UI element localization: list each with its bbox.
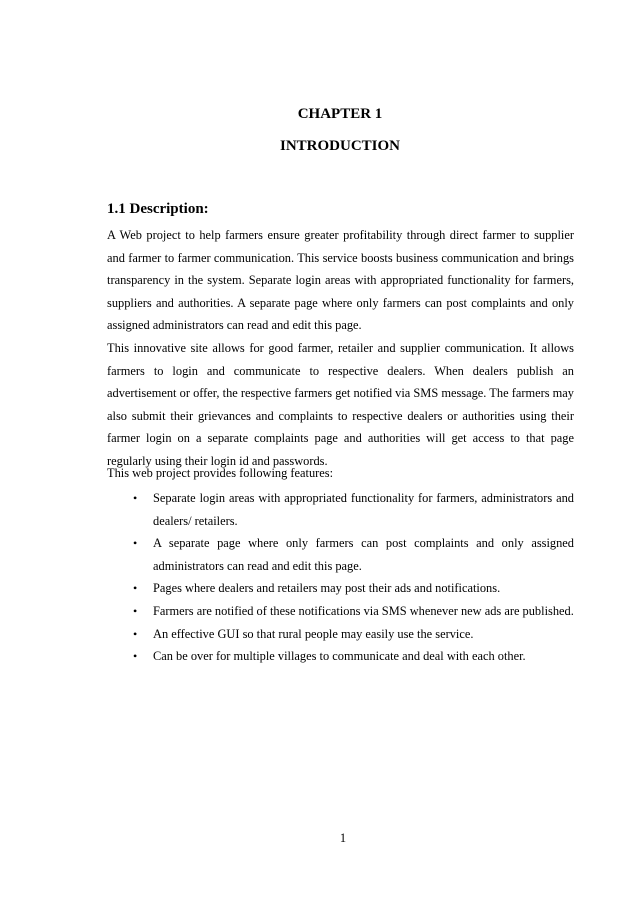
bullet-icon: • xyxy=(133,626,138,641)
feature-item xyxy=(107,577,574,600)
feature-item xyxy=(107,623,574,646)
feature-text: Can be over for multiple villages to communicate and deal with each other. xyxy=(153,649,526,664)
bullet-icon: • xyxy=(133,603,138,618)
feature-text: An effective GUI so that rural people may easily use the service. xyxy=(153,626,474,641)
paragraph-site-overview xyxy=(107,337,574,473)
paragraph-features-intro xyxy=(107,462,574,485)
feature-item xyxy=(107,487,574,532)
feature-text: Pages where dealers and retailers may post their ads and notifications. xyxy=(153,581,501,596)
bullet-icon: • xyxy=(133,491,138,505)
chapter-number: CHAPTER 1 xyxy=(297,106,383,122)
paragraph-description xyxy=(107,224,574,337)
paragraph-text: This web project provides following features: xyxy=(107,466,334,480)
feature-item xyxy=(107,600,574,623)
bullet-icon: • xyxy=(133,649,138,664)
feature-text: Separate login areas with appropriated functionality for farmers, administrators and dealers/ retailers. xyxy=(153,491,574,528)
feature-item xyxy=(107,645,574,668)
bullet-icon: • xyxy=(133,581,138,596)
paragraph-text: A Web project to help farmers ensure greater profitability through direct farmer to supplier and farmer to farmer communication. This service boosts business communication and brings transparency in the system. Separate login areas with appropriated functionality for farmers, suppliers and authorities. A separate page where only farmers can post complaints and only assigned administrators can read and edit this page. xyxy=(107,228,574,333)
section-heading: 1.1 Description: xyxy=(107,201,209,217)
paragraph-text: This innovative site allows for good farmer, retailer and supplier communication. It allows farmers to login and communicate to respective dealers. When dealers publish an advertisement or offer, the respective farmers get notified via SMS message. The farmers may also submit their grievances and complaints to respective dealers or authorities using their farmer login on a separate complaints page and authorities will get access to that page regularly using their login id and passwords. xyxy=(107,341,574,468)
feature-text: Farmers are notified of these notifications via SMS whenever new ads are published. xyxy=(153,603,574,618)
chapter-title: INTRODUCTION xyxy=(279,138,400,154)
feature-item xyxy=(107,532,574,577)
bullet-icon: • xyxy=(133,536,138,551)
feature-text: A separate page where only farmers can post complaints and only assigned administrators can read and edit this page. xyxy=(153,536,574,573)
page-number: 1 xyxy=(339,831,347,845)
features-list xyxy=(107,487,574,668)
